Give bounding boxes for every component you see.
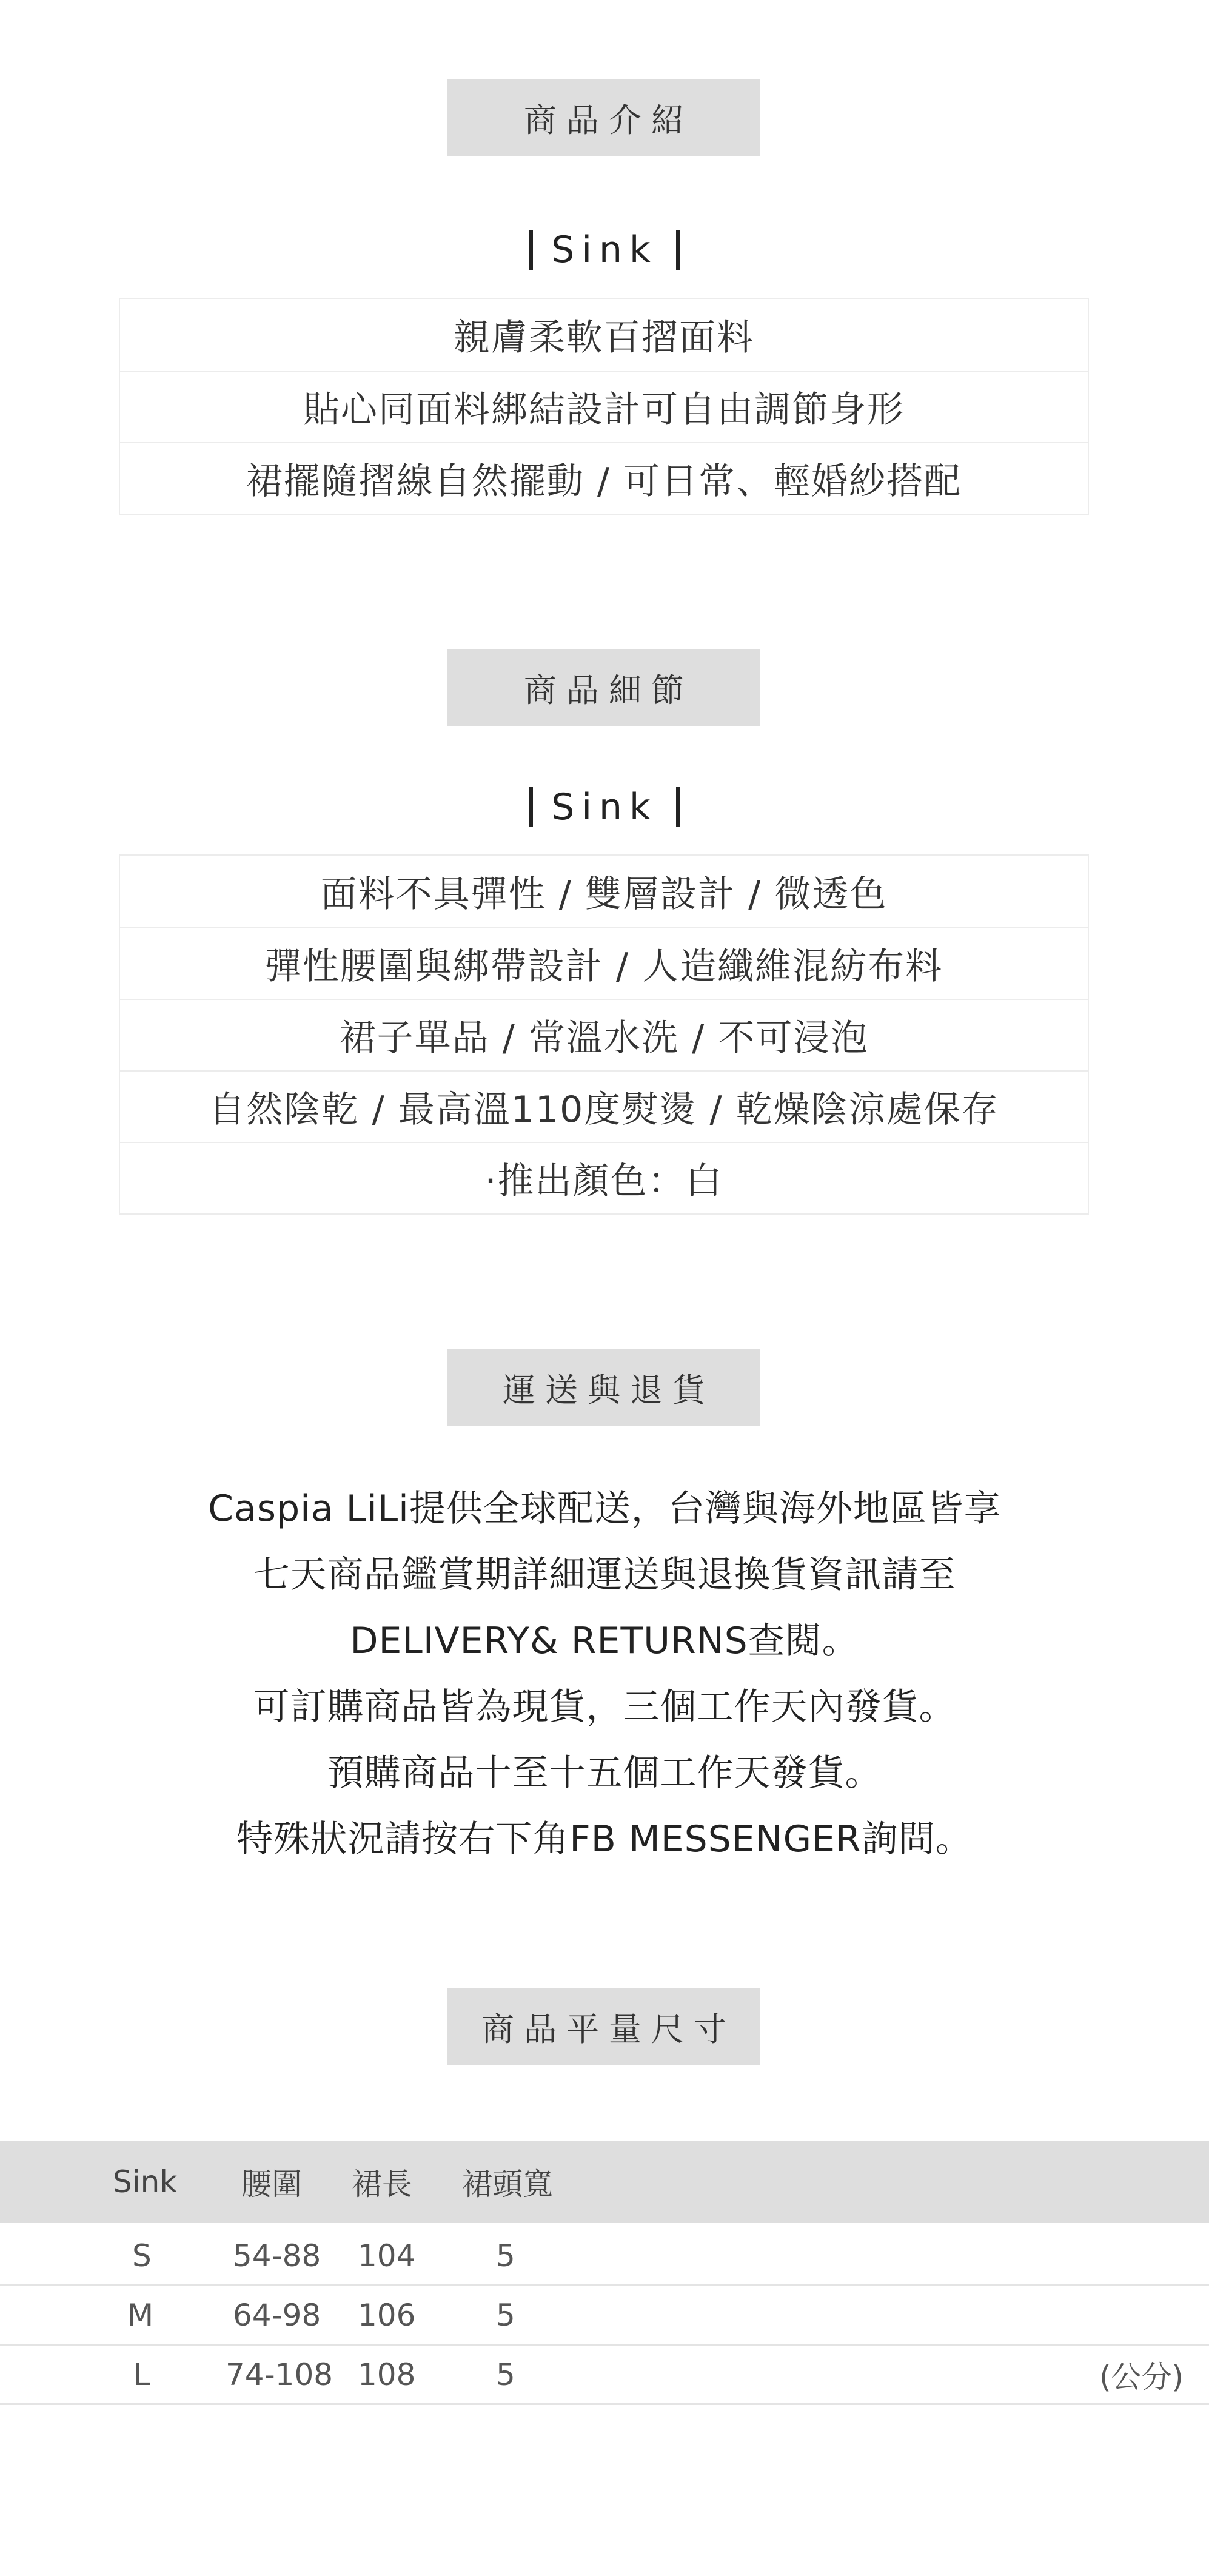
shipping-line: DELIVERY& RETURNS查閱。 <box>350 1620 859 1662</box>
details-spec-row: 彈性腰圍與綁帶設計 / 人造纖維混紡布料 <box>120 927 1088 999</box>
details-heading: 商品細節 <box>447 649 760 726</box>
shipping-line: 預購商品十至十五個工作天發貨。 <box>327 1752 882 1794</box>
intro-feature-row: 貼心同面料綁結設計可自由調節身形 <box>120 371 1088 442</box>
intro-feature-row: 裙擺隨摺線自然擺動 / 可日常、輕婚紗搭配 <box>120 442 1088 514</box>
details-spec-row: 自然陰乾 / 最高溫110度熨燙 / 乾燥陰涼處保存 <box>120 1070 1088 1142</box>
size-header-waistband: 裙頭寬 <box>462 2167 553 2202</box>
size-label: M <box>127 2297 154 2333</box>
intro-feature-table <box>119 298 1089 515</box>
size-row-s <box>0 2227 1209 2286</box>
intro-feature-row: 親膚柔軟百摺面料 <box>454 317 754 359</box>
sizes-heading: 商品平量尺寸 <box>447 1988 760 2065</box>
details-spec-row: 面料不具彈性 / 雙層設計 / 微透色 <box>320 873 888 916</box>
shipping-line: 七天商品鑑賞期詳細運送與退換貨資訊請至 <box>253 1554 956 1596</box>
label-bar-right <box>676 787 680 827</box>
size-label: L <box>133 2356 150 2392</box>
size-length: 106 <box>358 2297 416 2333</box>
shipping-line: Caspia LiLi提供全球配送，台灣與海外地區皆享 <box>208 1488 1001 1530</box>
size-header-waist: 腰圍 <box>241 2167 302 2202</box>
intro-heading: 商品介紹 <box>447 79 760 156</box>
size-label: S <box>132 2238 152 2273</box>
size-waistband: 5 <box>496 2238 515 2273</box>
shipping-heading: 運送與退貨 <box>447 1349 760 1426</box>
size-unit-label: (公分) <box>1099 2359 1184 2395</box>
shipping-info <box>0 1476 1209 1873</box>
details-spec-row: ·推出顏色：白 <box>120 1142 1088 1213</box>
shipping-line: 可訂購商品皆為現貨，三個工作天內發貨。 <box>253 1686 956 1728</box>
size-header-model: Sink <box>113 2164 178 2199</box>
details-label-text: Sink <box>551 786 658 828</box>
size-waistband: 5 <box>496 2356 515 2392</box>
size-row-m <box>0 2286 1209 2346</box>
label-bar-right <box>676 230 680 270</box>
details-product-label <box>0 783 1209 831</box>
details-spec-row: 裙子單品 / 常溫水洗 / 不可浸泡 <box>120 999 1088 1070</box>
intro-label-text: Sink <box>551 229 658 271</box>
size-row-l <box>0 2346 1209 2405</box>
size-waistband: 5 <box>496 2297 515 2333</box>
size-table-header <box>0 2141 1209 2223</box>
label-bar-left <box>529 230 533 270</box>
size-waist: 64-98 <box>233 2297 321 2333</box>
label-bar-left <box>529 787 533 827</box>
intro-product-label <box>0 226 1209 274</box>
size-length: 104 <box>358 2238 416 2273</box>
size-waist: 54-88 <box>233 2238 321 2273</box>
shipping-line: 特殊狀況請按右下角FB MESSENGER詢問。 <box>236 1818 973 1860</box>
details-spec-table <box>119 854 1089 1215</box>
size-length: 108 <box>358 2356 416 2392</box>
size-waist: 74-108 <box>226 2356 333 2392</box>
size-header-length: 裙長 <box>352 2167 412 2202</box>
